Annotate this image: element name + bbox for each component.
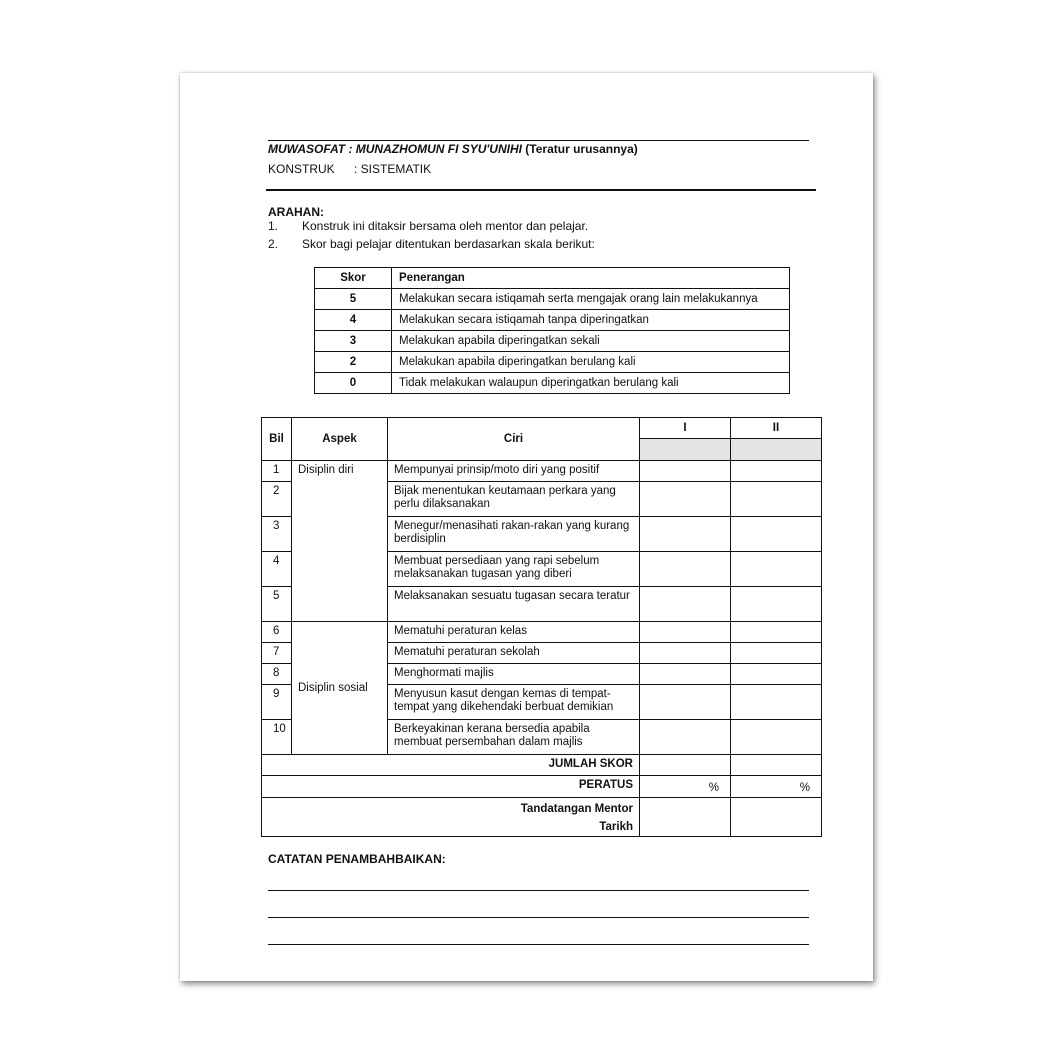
signature-assessor-2[interactable] (731, 798, 822, 837)
skor-row (315, 289, 790, 310)
catatan-line-1[interactable] (268, 890, 809, 891)
assessor-1-header: I (640, 418, 731, 439)
skor-value: 3 (315, 331, 392, 352)
aspect-disiplin-diri: Disiplin diri (292, 461, 388, 622)
konstruk-value: : SISTEMATIK (354, 162, 432, 176)
score-input-assessor-2[interactable] (731, 552, 822, 587)
form-title (268, 142, 638, 156)
score-input-assessor-1[interactable] (640, 720, 731, 755)
skor-description: Melakukan apabila diperingatkan berulang kali (392, 352, 790, 373)
catatan-line-3[interactable] (268, 944, 809, 945)
score-input-assessor-2[interactable] (731, 685, 822, 720)
assessment-table (261, 417, 822, 837)
bil-cell: 8 (262, 664, 292, 685)
skor-row (315, 373, 790, 394)
score-input-assessor-2[interactable] (731, 664, 822, 685)
top-rule (268, 140, 809, 141)
ciri-cell: Mematuhi peraturan kelas (388, 622, 640, 643)
title-subtitle: (Teratur urusannya) (521, 142, 638, 156)
ciri-cell: Menghormati majlis (388, 664, 640, 685)
skor-value: 2 (315, 352, 392, 373)
skor-description: Melakukan secara istiqamah tanpa diperingatkan (392, 310, 790, 331)
score-input-assessor-1[interactable] (640, 517, 731, 552)
bil-cell: 9 (262, 685, 292, 720)
skor-header: Skor (315, 268, 392, 289)
signature-row (262, 798, 822, 837)
skor-row (315, 352, 790, 373)
score-input-assessor-2[interactable] (731, 461, 822, 482)
arahan-item (268, 237, 595, 251)
aspek-header: Aspek (292, 418, 388, 461)
header-rule (266, 189, 816, 191)
document-page (180, 73, 873, 981)
score-input-assessor-2[interactable] (731, 622, 822, 643)
jumlah-skor-label: JUMLAH SKOR (262, 755, 640, 776)
assessment-header-row (262, 418, 822, 439)
score-input-assessor-2[interactable] (731, 643, 822, 664)
skor-header-row (315, 268, 790, 289)
jumlah-skor-assessor-1[interactable] (640, 755, 731, 776)
score-input-assessor-1[interactable] (640, 664, 731, 685)
konstruk-line (268, 162, 432, 176)
ciri-cell: Berkeyakinan kerana bersedia apabila membuat persembahan dalam majlis (388, 720, 640, 755)
bil-header: Bil (262, 418, 292, 461)
title-main: MUWASOFAT : MUNAZHOMUN FI SYU'UNIHI (268, 142, 522, 156)
skor-value: 0 (315, 373, 392, 394)
tarikh-label: Tarikh (599, 821, 633, 833)
bil-cell: 4 (262, 552, 292, 587)
arahan-heading: ARAHAN: (268, 205, 324, 219)
arahan-item (268, 219, 588, 233)
peratus-row (262, 776, 822, 798)
aspect-disiplin-sosial: Disiplin sosial (292, 622, 388, 755)
score-input-assessor-1[interactable] (640, 685, 731, 720)
bil-cell: 7 (262, 643, 292, 664)
bil-cell: 5 (262, 587, 292, 622)
bil-cell: 10 (262, 720, 292, 755)
skor-description: Melakukan secara istiqamah serta mengajak orang lain melakukannya (392, 289, 790, 310)
skor-row (315, 310, 790, 331)
catatan-line-2[interactable] (268, 917, 809, 918)
jumlah-skor-row (262, 755, 822, 776)
tandatangan-label: Tandatangan Mentor (520, 803, 633, 815)
score-input-assessor-2[interactable] (731, 720, 822, 755)
skor-scale-table (314, 267, 790, 394)
peratus-label: PERATUS (262, 776, 640, 798)
ciri-cell: Bijak menentukan keutamaan perkara yang perlu dilaksanakan (388, 482, 640, 517)
ciri-cell: Melaksanakan sesuatu tugasan secara teratur (388, 587, 640, 622)
peratus-assessor-1[interactable]: % (640, 776, 731, 798)
arahan-item-text: Skor bagi pelajar ditentukan berdasarkan skala berikut: (302, 237, 595, 251)
assessor-1-shaded-cell (640, 439, 731, 461)
ciri-cell: Mematuhi peraturan sekolah (388, 643, 640, 664)
assessor-2-shaded-cell (731, 439, 822, 461)
peratus-assessor-2[interactable]: % (731, 776, 822, 798)
signature-labels (262, 798, 640, 837)
jumlah-skor-assessor-2[interactable] (731, 755, 822, 776)
score-input-assessor-1[interactable] (640, 461, 731, 482)
skor-value: 4 (315, 310, 392, 331)
bil-cell: 3 (262, 517, 292, 552)
ciri-cell: Membuat persediaan yang rapi sebelum melaksanakan tugasan yang diberi (388, 552, 640, 587)
score-input-assessor-1[interactable] (640, 643, 731, 664)
penerangan-header: Penerangan (392, 268, 790, 289)
catatan-heading: CATATAN PENAMBAHBAIKAN: (268, 852, 446, 866)
arahan-item-num: 2. (268, 237, 279, 251)
skor-description: Melakukan apabila diperingatkan sekali (392, 331, 790, 352)
skor-description: Tidak melakukan walaupun diperingatkan berulang kali (392, 373, 790, 394)
konstruk-label: KONSTRUK (268, 162, 335, 176)
signature-assessor-1[interactable] (640, 798, 731, 837)
table-row (262, 622, 822, 643)
score-input-assessor-1[interactable] (640, 482, 731, 517)
ciri-header: Ciri (388, 418, 640, 461)
bil-cell: 2 (262, 482, 292, 517)
skor-value: 5 (315, 289, 392, 310)
ciri-cell: Mempunyai prinsip/moto diri yang positif (388, 461, 640, 482)
table-row (262, 461, 822, 482)
score-input-assessor-1[interactable] (640, 552, 731, 587)
assessor-2-header: II (731, 418, 822, 439)
score-input-assessor-2[interactable] (731, 587, 822, 622)
score-input-assessor-1[interactable] (640, 587, 731, 622)
score-input-assessor-1[interactable] (640, 622, 731, 643)
ciri-cell: Menegur/menasihati rakan-rakan yang kurang berdisiplin (388, 517, 640, 552)
bil-cell: 1 (262, 461, 292, 482)
score-input-assessor-2[interactable] (731, 482, 822, 517)
bil-cell: 6 (262, 622, 292, 643)
arahan-item-text: Konstruk ini ditaksir bersama oleh mentor dan pelajar. (302, 219, 589, 233)
ciri-cell: Menyusun kasut dengan kemas di tempat-tempat yang dikehendaki berbuat demikian (388, 685, 640, 720)
score-input-assessor-2[interactable] (731, 517, 822, 552)
arahan-item-num: 1. (268, 219, 279, 233)
skor-row (315, 331, 790, 352)
